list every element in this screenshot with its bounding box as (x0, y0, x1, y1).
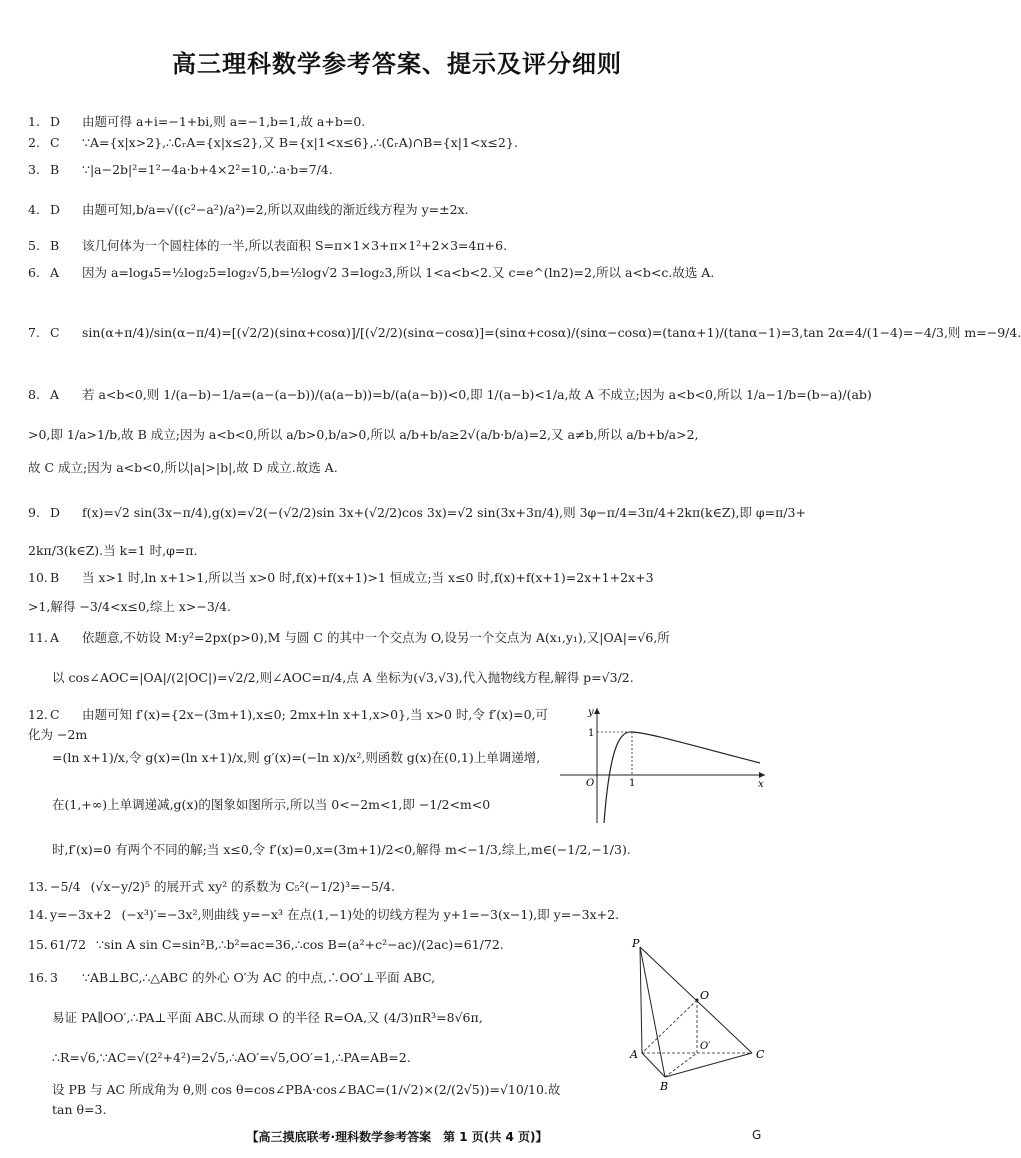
question-number: 14. (28, 907, 48, 922)
solution-text: 若 a<b<0,则 1/(a−b)−1/a=(a−(a−b))/(a(a−b))=b/(a(a−b))<0,即 1/(a−b)<1/a,故 A 不成立;因为 a<b<0,所以 1/a−1/b=(b−a)/(ab) (82, 387, 872, 402)
answer-item (28, 160, 768, 180)
graph-tick-y: 1 (588, 728, 595, 739)
answer-continuation (28, 597, 768, 617)
question-number: 8. (28, 387, 40, 402)
answer-key: 61/72 (50, 937, 87, 952)
answer-key: D (50, 505, 61, 520)
answer-key: C (50, 325, 60, 340)
graph-y-label: y (588, 707, 594, 718)
solution-text: 2kπ/3(k∈Z).当 k=1 时,φ=π. (28, 543, 198, 558)
answer-item (28, 133, 768, 153)
answer-continuation (52, 748, 572, 768)
answer-item (28, 968, 548, 988)
solution-text: ∵sin A sin C=sin²B,∴b²=ac=36,∴cos B=(a²+c²−ac)/(2ac)=61/72. (96, 937, 504, 952)
label-C: C (756, 1048, 765, 1061)
solution-text: 时,f′(x)=0 有两个不同的解;当 x≤0,令 f′(x)=0,x=(3m+1)/2<0,解得 m<−1/3,综上,m∈(−1/2,−1/3). (52, 842, 631, 857)
solution-text: ∴R=√6,∵AC=√(2²+4²)=2√5,∴AO′=√5,OO′=1,∴PA=AB=2. (52, 1050, 411, 1065)
graph-tick-x: 1 (629, 778, 636, 789)
answer-item (28, 385, 872, 405)
solution-text: 依题意,不妨设 M:y²=2px(p>0),M 与圆 C 的其中一个交点为 O,设另一个交点为 A(x₁,y₁),又|OA|=√6,所 (82, 630, 670, 645)
answer-item (28, 568, 768, 588)
question-number: 6. (28, 265, 40, 280)
question-number: 11. (28, 630, 48, 645)
answer-key: −5/4 (50, 879, 81, 894)
label-O-prime: O′ (700, 1041, 711, 1052)
edge-OA (642, 1000, 697, 1053)
question-number: 13. (28, 879, 48, 894)
answer-key: B (50, 570, 60, 585)
answer-item (28, 200, 768, 220)
answer-continuation (52, 795, 572, 815)
question-number: 16. (28, 970, 48, 985)
answer-continuation (52, 840, 768, 860)
label-A: A (630, 1048, 638, 1061)
y-axis-arrow (594, 708, 600, 714)
solution-text: sin(α+π/4)/sin(α−π/4)=[(√2/2)(sinα+cosα)]/[(√2/2)(sinα−cosα)]=(sinα+cosα)/(sinα−cosα)=(tanα+1)/(tanα−1)=3,tan 2α=4/(1−4)=−4/3,则 m=−9/4. (82, 325, 1021, 340)
label-B: B (660, 1080, 669, 1093)
answer-key: 3 (50, 970, 58, 985)
solution-text: f(x)=√2 sin(3x−π/4),g(x)=√2(−(√2/2)sin 3x+(√2/2)cos 3x)=√2 sin(3x+3π/4),则 3φ−π/4=3π/4+2kπ(k∈Z),即 φ=π/3+ (82, 505, 806, 520)
solution-text: 当 x>1 时,ln x+1>1,所以当 x>0 时,f(x)+f(x+1)>1 恒成立;当 x≤0 时,f(x)+f(x+1)=2x+1+2x+3 (82, 570, 654, 585)
question-number: 10. (28, 570, 48, 585)
x-axis-arrow (759, 772, 765, 778)
edge-BC (665, 1053, 752, 1077)
answer-key: A (50, 387, 60, 402)
solution-text: ∵AB⊥BC,∴△ABC 的外心 O′为 AC 的中点,∴OO′⊥平面 ABC, (82, 970, 436, 985)
question-number: 2. (28, 135, 40, 150)
solution-text: 该几何体为一个圆柱体的一半,所以表面积 S=π×1×3+π×1²+2×3=4π+6. (82, 238, 508, 253)
answer-continuation (52, 1048, 572, 1068)
answer-key: D (50, 114, 61, 129)
point-O (696, 999, 699, 1002)
solution-text: 由题可得 a+i=−1+bi,则 a=−1,b=1,故 a+b=0. (82, 114, 366, 129)
solution-text: (−x³)′=−3x²,则曲线 y=−x³ 在点(1,−1)处的切线方程为 y+1=−3(x−1),即 y=−3x+2. (121, 907, 620, 922)
question-number: 5. (28, 238, 40, 253)
solution-text: 由题可知 f′(x)={2x−(3m+1),x≤0; 2mx+ln x+1,x>0},当 x>0 时,令 f′(x)=0,可化为 −2m (28, 707, 549, 742)
g-curve (604, 732, 760, 823)
answer-continuation (28, 541, 768, 561)
answer-key: B (50, 238, 60, 253)
solution-text: 故 C 成立;因为 a<b<0,所以|a|>|b|,故 D 成立.故选 A. (28, 460, 338, 475)
edge-BO (665, 1053, 697, 1077)
graph-origin-label: O (586, 778, 595, 789)
answer-item (28, 112, 768, 132)
corner-mark: G (752, 1128, 762, 1142)
solution-text: 以 cos∠AOC=|OA|/(2|OC|)=√2/2,则∠AOC=π/4,点 A 坐标为(√3,√3),代入抛物线方程,解得 p=√3/2. (52, 670, 634, 685)
page-footer: 【高三摸底联考·理科数学参考答案 第 1 页(共 4 页)】 (246, 1130, 548, 1144)
solution-text: ∵|a−2b|²=1²−4a·b+4×2²=10,∴a·b=7/4. (82, 162, 333, 177)
answer-key: A (50, 265, 60, 280)
answer-item (28, 503, 806, 523)
solution-text: >0,即 1/a>1/b,故 B 成立;因为 a<b<0,所以 a/b>0,b/a>0,所以 a/b+b/a≥2√(a/b·b/a)=2,又 a≠b,所以 a/b+b/a>2, (28, 427, 699, 442)
page-title: 高三理科数学参考答案、提示及评分细则 (172, 50, 622, 78)
question-number: 15. (28, 937, 48, 952)
answer-item (28, 263, 768, 283)
answer-continuation (52, 1008, 572, 1028)
question-number: 9. (28, 505, 40, 520)
answer-continuation (52, 1080, 572, 1120)
question-number: 4. (28, 202, 40, 217)
solution-text: 设 PB 与 AC 所成角为 θ,则 cos θ=cos∠PBA·cos∠BAC=(1/√2)×(2/(2√5))=√10/10.故 tan θ=3. (52, 1082, 561, 1117)
answer-item (28, 323, 1021, 343)
solution-text: 易证 PA∥OO′,∴PA⊥平面 ABC.从而球 O 的半径 R=OA,又 (4/3)πR³=8√6π, (52, 1010, 483, 1025)
answer-key: D (50, 202, 61, 217)
answer-item (28, 877, 768, 897)
question-number: 1. (28, 114, 40, 129)
solution-text: ∵A={x|x>2},∴∁ᵣA={x|x≤2},又 B={x|1<x≤6},∴(∁ᵣA)∩B={x|1<x≤2}. (82, 135, 518, 150)
solution-text: >1,解得 −3/4<x≤0,综上 x>−3/4. (28, 599, 231, 614)
answer-item (28, 705, 548, 745)
solution-text: =(ln x+1)/x,令 g(x)=(ln x+1)/x,则 g′(x)=(−ln x)/x²,则函数 g(x)在(0,1)上单调递增, (52, 750, 541, 765)
answer-key: y=−3x+2 (50, 907, 112, 922)
question-number: 3. (28, 162, 40, 177)
question-number: 7. (28, 325, 40, 340)
graph-x-label: x (758, 779, 764, 790)
answer-item (28, 236, 768, 256)
answer-item (28, 905, 768, 925)
answer-continuation (52, 668, 768, 688)
answer-continuation (28, 458, 768, 478)
edge-PA (640, 947, 642, 1053)
label-O: O (700, 989, 710, 1002)
answer-key: B (50, 162, 60, 177)
solution-text: 在(1,+∞)上单调递减,g(x)的图象如图所示,所以当 0<−2m<1,即 −1/2<m<0 (52, 797, 491, 812)
answer-key: C (50, 707, 60, 722)
answer-continuation (28, 425, 768, 445)
label-P: P (632, 937, 640, 950)
question-number: 12. (28, 707, 48, 722)
answer-key: A (50, 630, 60, 645)
answer-item (28, 628, 768, 648)
solution-text: 因为 a=log₄5=½log₂5=log₂√5,b=½log√2 3=log₂3,所以 1<a<b<2.又 c=e^(ln2)=2,所以 a<b<c.故选 A. (82, 265, 715, 280)
solution-text: 由题可知,b/a=√((c²−a²)/a²)=2,所以双曲线的渐近线方程为 y=±2x. (82, 202, 469, 217)
figure-q16 (620, 935, 770, 1095)
answer-key: C (50, 135, 60, 150)
graph-q12 (560, 705, 770, 825)
solution-text: (√x−y/2)⁵ 的展开式 xy² 的系数为 C₅²(−1/2)³=−5/4. (90, 879, 396, 894)
